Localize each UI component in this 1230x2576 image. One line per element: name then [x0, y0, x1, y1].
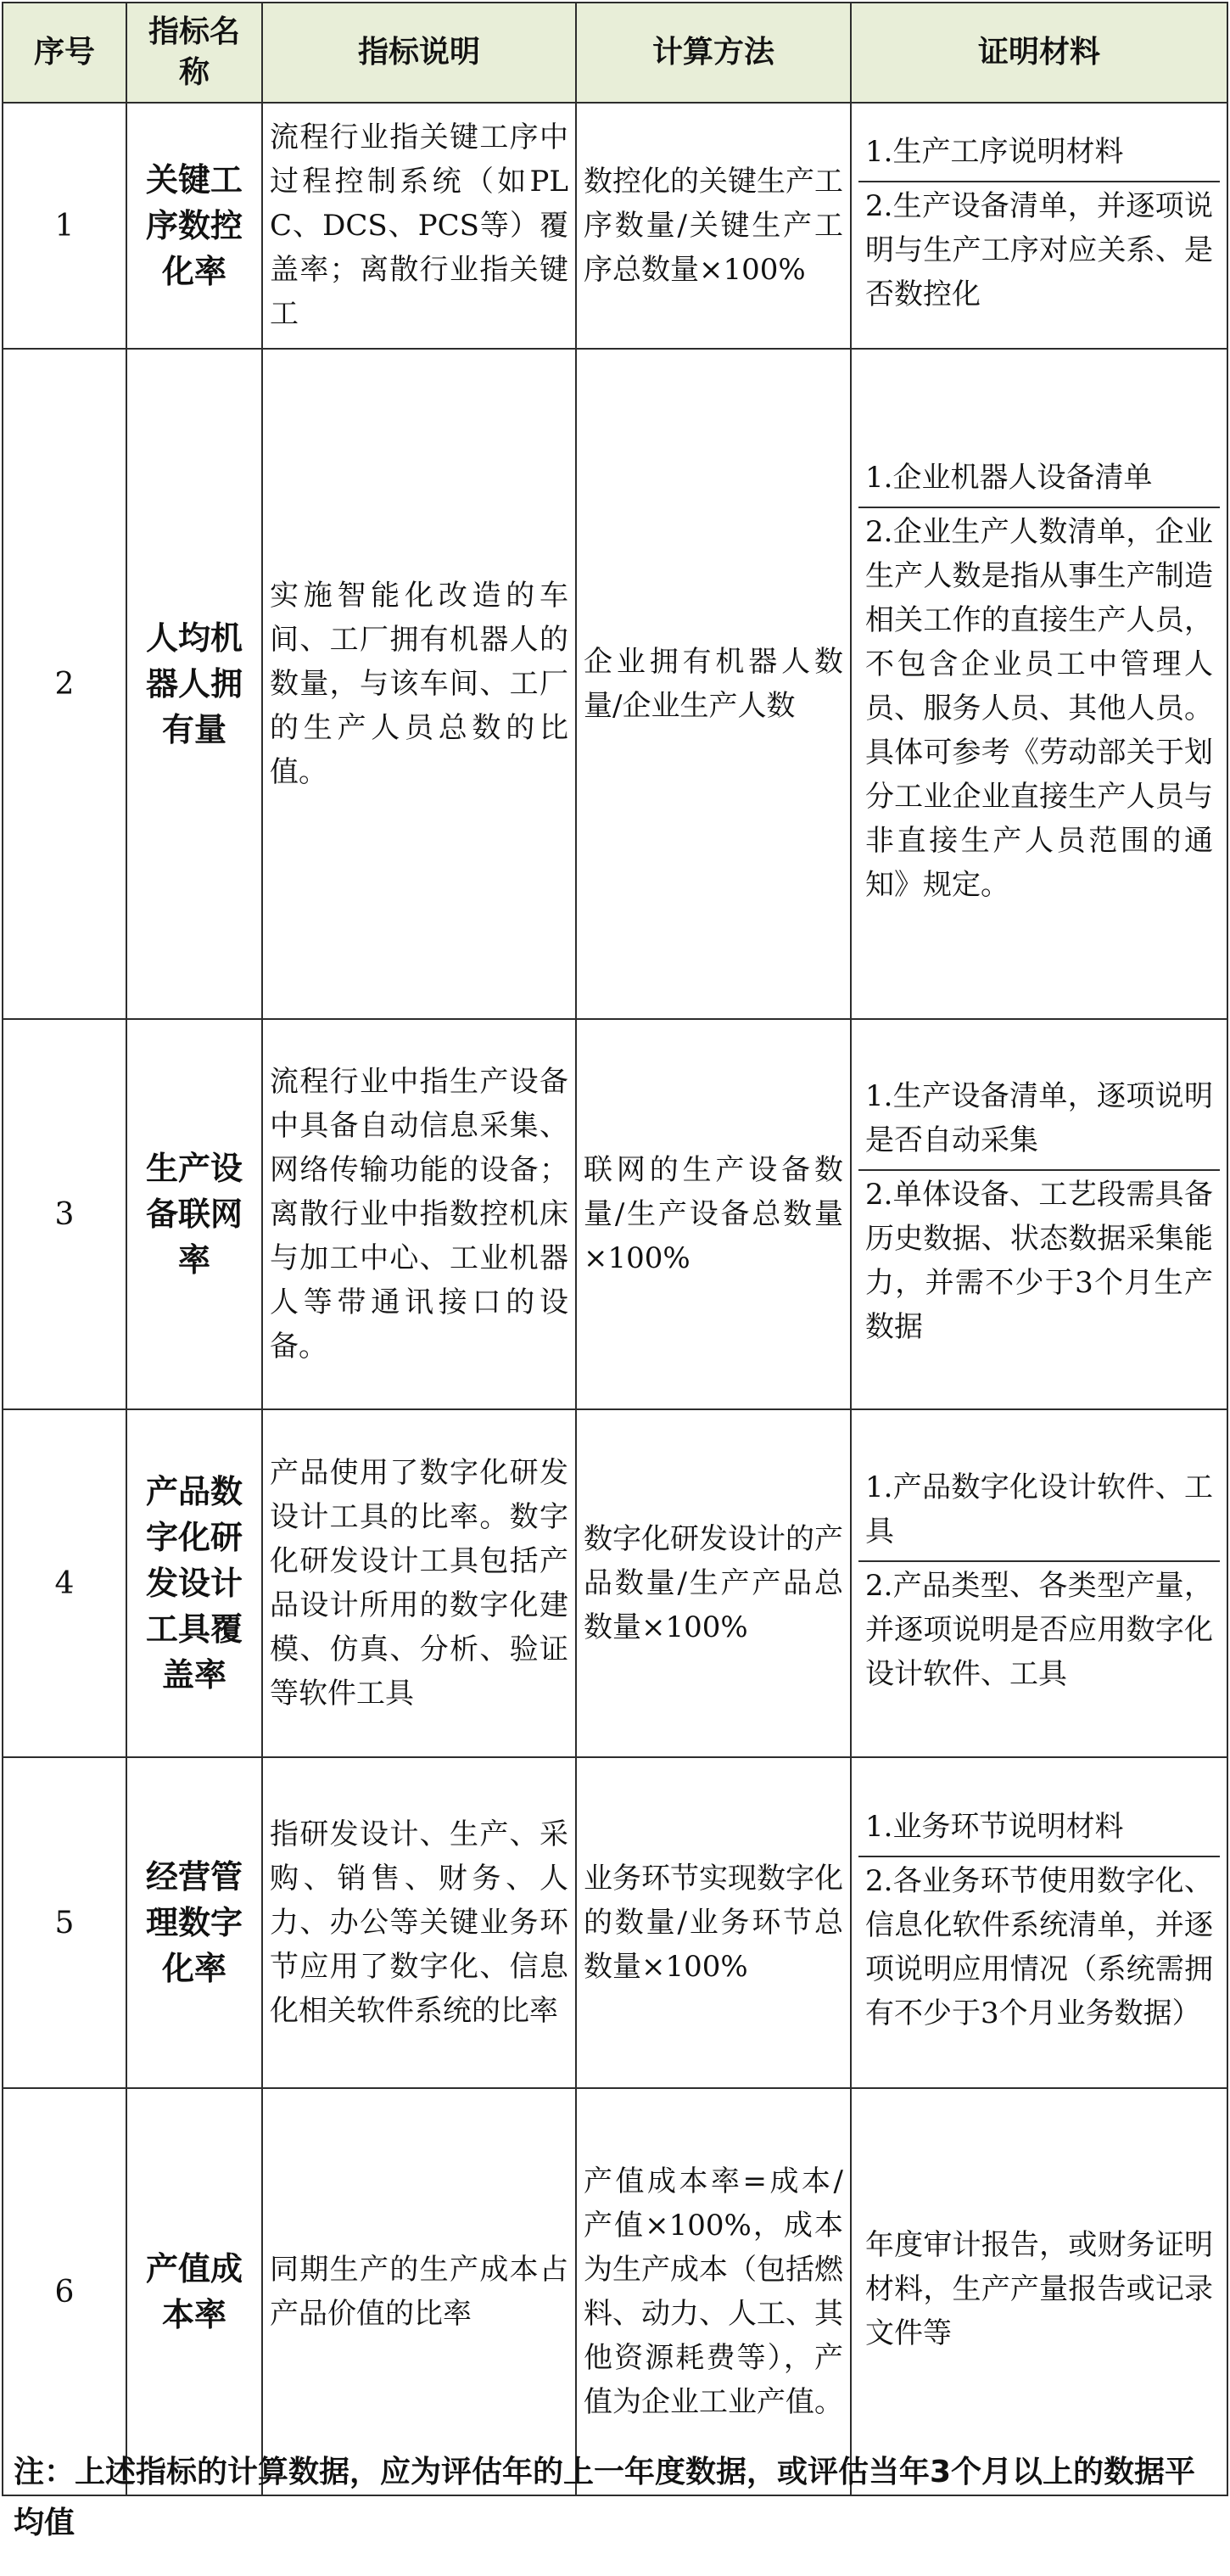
indicator-name: 经营管理数字化率: [126, 1757, 262, 2088]
evidence-item: 年度审计报告，或财务证明材料，生产产量报告或记录文件等: [865, 2228, 1213, 2350]
evidence-item: 2.产品类型、各类型产量，并逐项说明是否应用数字化设计软件、工具: [858, 1560, 1220, 1703]
indicator-table: [2, 2, 1228, 2496]
evidence-item: 1.生产工序说明材料: [865, 135, 1124, 169]
table-row: [3, 1757, 1227, 2088]
calculation-method: 产值成本率=成本/产值×100%，成本为生产成本（包括燃料、动力、人工、其他资源耗费等），产值为企业工业产值。: [576, 2088, 851, 2495]
indicator-description: 同期生产的生产成本占产品价值的比率: [262, 2088, 576, 2495]
evidence-item: 1.企业机器人设备清单: [865, 461, 1153, 495]
row-number: 1: [3, 103, 126, 349]
table-row: [3, 2088, 1227, 2495]
row-number: 4: [3, 1409, 126, 1757]
evidence-item: 2.生产设备清单，并逐项说明与生产工序对应关系、是否数控化: [858, 181, 1220, 323]
row-number: 2: [3, 349, 126, 1019]
evidence-item: 1.生产设备清单，逐项说明是否自动采集: [865, 1079, 1213, 1157]
row-number: 3: [3, 1019, 126, 1409]
table-row: [3, 1409, 1227, 1757]
row-number: 6: [3, 2088, 126, 2495]
evidence-item: 2.企业生产人数清单，企业生产人数是指从事生产制造相关工作的直接生产人员，不包含企业员工中管理人员、服务人员、其他人员。具体可参考《劳动部关于划分工业企业直接生产人员与非直接生产人员范围的通知》规定。: [858, 507, 1220, 914]
calculation-method: 数字化研发设计的产品数量/生产产品总数量×100%: [576, 1409, 851, 1757]
evidence-cell: [851, 1019, 1227, 1409]
header-evidence: 证明材料: [851, 3, 1227, 103]
header-calc: 计算方法: [576, 3, 851, 103]
evidence-cell: [851, 1757, 1227, 2088]
header-desc: 指标说明: [262, 3, 576, 103]
evidence-item: 2.各业务环节使用数字化、信息化软件系统清单，并逐项说明应用情况（系统需拥有不少于3个月业务数据）: [858, 1856, 1220, 2042]
indicator-description: 流程行业中指生产设备中具备自动信息采集、网络传输功能的设备；离散行业中指数控机床与加工中心、工业机器人等带通讯接口的设备。: [262, 1019, 576, 1409]
calculation-method: 企业拥有机器人数量/企业生产人数: [576, 349, 851, 1019]
indicator-name: 人均机器人拥有量: [126, 349, 262, 1019]
evidence-cell: [851, 2088, 1227, 2495]
evidence-item: 1.产品数字化设计软件、工具: [865, 1470, 1213, 1548]
indicator-name: 产品数字化研发设计工具覆盖率: [126, 1409, 262, 1757]
evidence-item: 2.单体设备、工艺段需具备历史数据、状态数据采集能力，并需不少于3个月生产数据: [858, 1169, 1220, 1356]
header-name: 指标名称: [126, 3, 262, 103]
header-no: 序号: [3, 3, 126, 103]
row-number: 5: [3, 1757, 126, 2088]
indicator-name: 关键工序数控化率: [126, 103, 262, 349]
indicator-name: 产值成本率: [126, 2088, 262, 2495]
indicator-description: 产品使用了数字化研发设计工具的比率。数字化研发设计工具包括产品设计所用的数字化建模、仿真、分析、验证等软件工具: [262, 1409, 576, 1757]
evidence-cell: [851, 1409, 1227, 1757]
evidence-cell: [851, 349, 1227, 1019]
table-row: [3, 1019, 1227, 1409]
calculation-method: 联网的生产设备数量/生产设备总数量×100%: [576, 1019, 851, 1409]
evidence-cell: [851, 103, 1227, 349]
indicator-name: 生产设备联网率: [126, 1019, 262, 1409]
indicator-description: 流程行业指关键工序中过程控制系统（如PLC、DCS、PCS等）覆盖率；离散行业指关键工: [262, 103, 576, 349]
table-header-row: [3, 3, 1227, 103]
calculation-method: 业务环节实现数字化的数量/业务环节总数量×100%: [576, 1757, 851, 2088]
evidence-item: 1.业务环节说明材料: [865, 1810, 1124, 1844]
indicator-description: 指研发设计、生产、采购、销售、财务、人力、办公等关键业务环节应用了数字化、信息化相关软件系统的比率: [262, 1757, 576, 2088]
table-row: [3, 103, 1227, 349]
calculation-method: 数控化的关键生产工序数量/关键生产工序总数量×100%: [576, 103, 851, 349]
table-row: [3, 349, 1227, 1019]
indicator-description: 实施智能化改造的车间、工厂拥有机器人的数量，与该车间、工厂的生产人员总数的比值。: [262, 349, 576, 1019]
table-footnote: 注：上述指标的计算数据，应为评估年的上一年度数据，或评估当年3个月以上的数据平均值: [14, 2455, 1196, 2540]
